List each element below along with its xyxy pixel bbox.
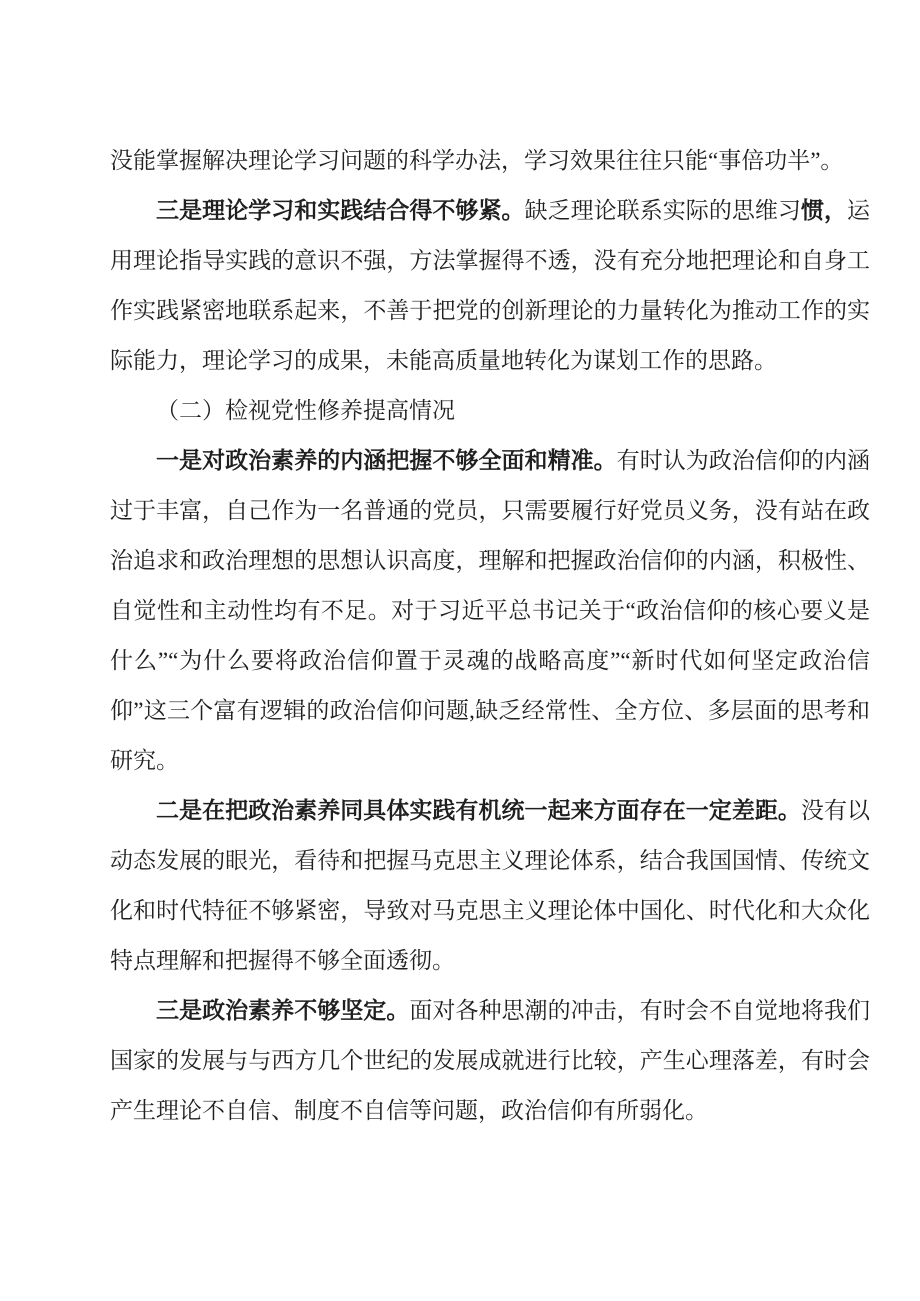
text-run-lead: 三是理论学习和实践结合得不够紧。 bbox=[156, 198, 525, 223]
text-run: 惯， bbox=[800, 198, 848, 223]
text-run: （二）检视党性修养提高情况 bbox=[156, 398, 455, 423]
text-run: 有时认为政治信仰的内涵过于丰富，自己作为一名普通的党员，只需要履行好党员义务，没有站在政治追求和政治理想的思想认识高度，理解和把握政治信仰的内涵，积极性、自觉性和主动性均有不足。对于习近平总书记关于“政治信仰的核心要义是什么”“为什么要将政治信仰置于灵魂的战略高度”“新时代如何坚定政治信仰”这三个富有逻辑的政治信仰问题,缺乏经常性、全方位、多层面的思考和研究。 bbox=[110, 448, 871, 773]
document-body bbox=[110, 136, 870, 1136]
paragraph-point-three-theory bbox=[110, 186, 870, 386]
text-run: 没有以动态发展的眼光，看待和把握马克思主义理论体系，结合我国国情、传统文化和时代特征不够紧密，导致对马克思主义理论体中国化、时代化和大众化特点理解和把握得不够全面透彻。 bbox=[110, 798, 871, 973]
paragraph-continuation bbox=[110, 136, 870, 186]
paragraph-point-one-quality bbox=[110, 436, 870, 786]
text-run-lead: 三是政治素养不够坚定。 bbox=[156, 998, 410, 1023]
paragraph-point-three-firmness bbox=[110, 986, 870, 1136]
text-run: 面对各种思潮的冲击，有时会不自觉地将我们国家的发展与与西方几个世纪的发展成就进行比较，产生心理落差，有时会产生理论不自信、制度不自信等问题，政治信仰有所弱化。 bbox=[110, 998, 871, 1123]
text-run: 运用理论指导实践的意识不强，方法掌握得不透，没有充分地把理论和自身工作实践紧密地联系起来，不善于把党的创新理论的力量转化为推动工作的实际能力，理论学习的成果，未能高质量地转化为谋划工作的思路。 bbox=[110, 198, 871, 373]
text-run: 没能掌握解决理论学习问题的科学办法，学习效果往往只能“事倍功半”。 bbox=[110, 148, 844, 173]
text-run-lead: 一是对政治素养的内涵把握不够全面和精准。 bbox=[156, 448, 617, 473]
text-run-lead: 二是在把政治素养同具体实践有机统一起来方面存在一定差距。 bbox=[156, 798, 801, 823]
paragraph-point-two-practice bbox=[110, 786, 870, 986]
section-heading-two bbox=[110, 386, 870, 436]
text-run: 缺乏理论联系实际的思维习 bbox=[524, 198, 801, 223]
